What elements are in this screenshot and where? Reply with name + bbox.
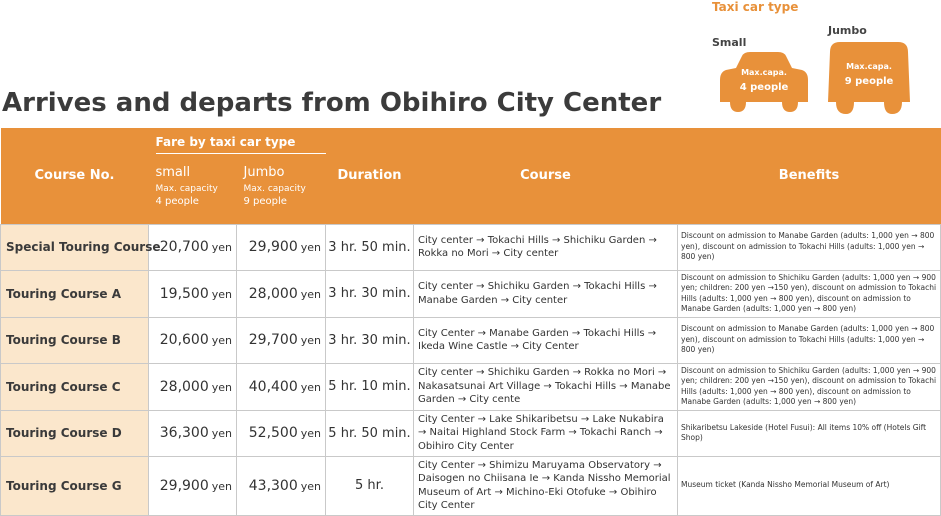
header-small-capacity: Max. capacity [155, 184, 218, 194]
jumbo-fare [237, 410, 326, 456]
course-name: Touring Course A [1, 270, 149, 317]
yen-unit: yen [300, 380, 321, 394]
jumbo-fare [237, 363, 326, 410]
jumbo-car-icon [828, 42, 910, 116]
taxi-car-type-title: Taxi car type [712, 0, 799, 14]
jumbo-fare-value: 28,000 [248, 285, 298, 302]
header-small [149, 161, 237, 224]
duration: 3 hr. 30 min. [326, 270, 414, 317]
small-fare [149, 363, 237, 410]
small-fare [149, 270, 237, 317]
benefits: Discount on admission to Manabe Garden (adults: 1,000 yen → 800 yen), discount on admission to Tokachi Hills (adults: 1,000 yen → 800 yen) [678, 224, 941, 270]
course-route: City Center → Shimizu Maruyama Observatory → Daisogen no Chiisana Ie → Kanda Nissho Memorial Museum of Art → Michino-Eki Otofuke → Obihiro City Center [414, 456, 678, 515]
header-jumbo-people: 9 people [243, 195, 287, 207]
header-jumbo-label: Jumbo [243, 165, 285, 180]
header-fare-by-type-label: Fare by taxi car type [156, 135, 326, 154]
small-fare-value: 36,300 [159, 425, 209, 441]
course-route: City center → Tokachi Hills → Shichiku Garden → Rokka no Mori → City center [414, 224, 678, 270]
course-name: Touring Course G [1, 456, 149, 515]
jumbo-fare-value: 29,700 [248, 332, 298, 348]
course-route: City center → Shichiku Garden → Tokachi Hills → Manabe Garden → City center [414, 270, 678, 317]
small-fare-value: 20,600 [159, 332, 209, 348]
yen-unit: yen [300, 287, 321, 301]
fare-table-body [1, 224, 941, 515]
duration: 3 hr. 30 min. [326, 317, 414, 363]
small-fare-value: 28,000 [159, 378, 209, 395]
yen-unit: yen [300, 427, 321, 440]
header-small-label: small [155, 165, 191, 180]
course-name: Touring Course C [1, 363, 149, 410]
course-route: City Center → Manabe Garden → Tokachi Hills → Ikeda Wine Castle → City Center [414, 317, 678, 363]
duration: 3 hr. 50 min. [326, 224, 414, 270]
duration: 5 hr. 10 min. [326, 363, 414, 410]
benefits: Discount on admission to Shichiku Garden (adults: 1,000 yen → 900 yen; children: 200 yen →150 yen), discount on admission to Tokachi Hills (adults: 1,000 yen → 800 yen), discount on admission to Manabe Garden (adults: 1,000 yen → 800 yen) [678, 363, 941, 410]
header-fare-by-type [149, 128, 326, 161]
jumbo-car-capacity-label: Max.capa. [846, 62, 892, 71]
course-route: City center → Shichiku Garden → Rokka no Mori → Nakasatsunai Art Village → Tokachi Hills → Manabe Garden → City cente [414, 363, 678, 410]
table-row [1, 317, 941, 363]
benefits: Shikaribetsu Lakeside (Hotel Fusui): All items 10% off (Hotels Gift Shop) [678, 410, 941, 456]
jumbo-fare-value: 52,500 [248, 425, 298, 441]
small-fare [149, 456, 237, 515]
yen-unit: yen [300, 334, 321, 347]
table-row [1, 224, 941, 270]
jumbo-car-capacity-value: 9 people [844, 76, 894, 87]
yen-unit: yen [300, 479, 321, 493]
header-jumbo-capacity: Max. capacity [243, 184, 306, 194]
jumbo-fare [237, 270, 326, 317]
page-title: Arrives and departs from Obihiro City Center [2, 88, 662, 118]
small-fare [149, 410, 237, 456]
jumbo-fare [237, 456, 326, 515]
benefits: Discount on admission to Shichiku Garden (adults: 1,000 yen → 900 yen; children: 200 yen →150 yen), discount on admission to Tokachi Hills (adults: 1,000 yen → 800 yen), discount on admission to Manabe Garden (adults: 1,000 yen → 800 yen) [678, 270, 941, 317]
jumbo-fare-value: 29,900 [248, 239, 298, 255]
header-course: Course [414, 128, 678, 224]
fare-table [0, 128, 941, 516]
table-row [1, 456, 941, 515]
header-jumbo [237, 161, 326, 224]
small-fare [149, 224, 237, 270]
table-row [1, 270, 941, 317]
yen-unit: yen [211, 334, 232, 347]
small-fare-value: 19,500 [159, 285, 209, 302]
course-name: Touring Course B [1, 317, 149, 363]
jumbo-fare [237, 317, 326, 363]
small-car-capacity-value: 4 people [739, 82, 789, 93]
table-row [1, 363, 941, 410]
header-course-no: Course No. [1, 128, 149, 224]
duration: 5 hr. 50 min. [326, 410, 414, 456]
small-fare [149, 317, 237, 363]
header-duration: Duration [326, 128, 414, 224]
course-name: Touring Course D [1, 410, 149, 456]
yen-unit: yen [211, 241, 232, 254]
jumbo-fare-value: 40,400 [248, 378, 298, 395]
small-car-icon [720, 52, 808, 114]
yen-unit: yen [211, 427, 232, 440]
benefits: Discount on admission to Manabe Garden (adults: 1,000 yen → 800 yen), discount on admission to Tokachi Hills (adults: 1,000 yen → 800 yen) [678, 317, 941, 363]
header-benefits: Benefits [678, 128, 941, 224]
yen-unit: yen [300, 241, 321, 254]
jumbo-car-label: Jumbo [828, 24, 867, 37]
small-fare-value: 20,700 [159, 239, 209, 255]
benefits: Museum ticket (Kanda Nissho Memorial Museum of Art) [678, 456, 941, 515]
table-row [1, 410, 941, 456]
header-small-people: 4 people [155, 195, 199, 207]
small-car-label: Small [712, 36, 747, 49]
small-fare-value: 29,900 [159, 477, 209, 494]
jumbo-fare-value: 43,300 [248, 477, 298, 494]
yen-unit: yen [211, 479, 232, 493]
yen-unit: yen [211, 287, 232, 301]
jumbo-fare [237, 224, 326, 270]
small-car-capacity-label: Max.capa. [741, 68, 787, 77]
course-route: City Center → Lake Shikaribetsu → Lake Nukabira → Naitai Highland Stock Farm → Tokachi Ranch → Obihiro City Center [414, 410, 678, 456]
yen-unit: yen [211, 380, 232, 394]
course-name: Special Touring Course [1, 224, 149, 270]
duration: 5 hr. [326, 456, 414, 515]
